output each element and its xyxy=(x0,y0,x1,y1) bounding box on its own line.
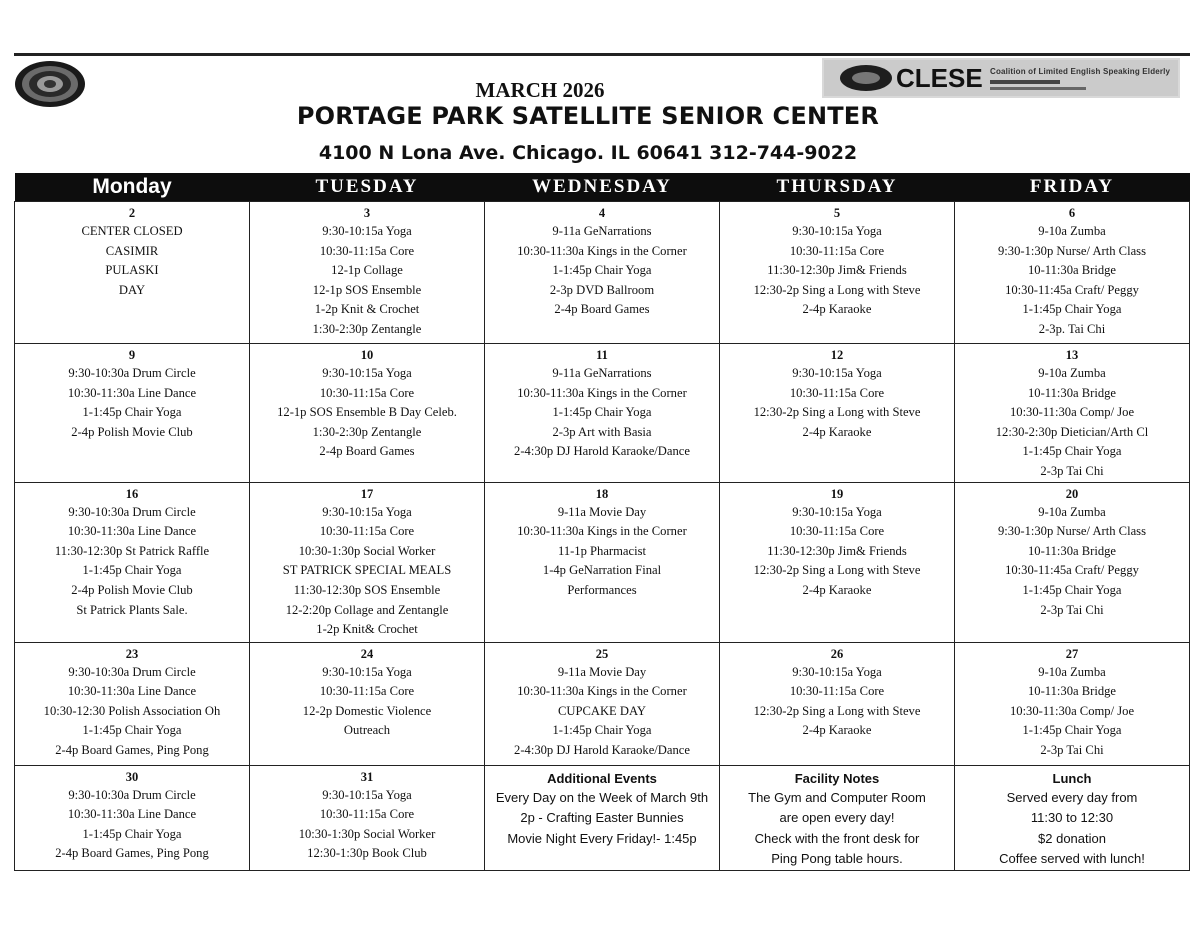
activity-line: 9-11a Movie Day xyxy=(557,664,647,679)
activity-line: 1:30-2:30p Zentangle xyxy=(312,424,422,439)
activity-line: 10:30-12:30 Polish Association Oh xyxy=(43,703,221,718)
activity-line: Outreach xyxy=(343,723,391,738)
day-cell xyxy=(250,765,485,870)
activity-line: 2-3p DVD Ballroom xyxy=(549,282,655,297)
day-number: 26 xyxy=(830,646,844,661)
activity-line: 1-1:45p Chair Yoga xyxy=(82,563,182,578)
activity-line: 10:30-11:15a Core xyxy=(319,524,415,539)
lunch-box-line: 11:30 to 12:30 xyxy=(1030,810,1114,826)
activity-line: 10:30-11:15a Core xyxy=(319,807,415,822)
activity-line: 9-11a Movie Day xyxy=(557,504,647,519)
day-cell xyxy=(720,344,955,483)
day-number: 23 xyxy=(125,646,139,661)
activity-line: 1:30-2:30p Zentangle xyxy=(312,321,422,336)
activity-line: 1-1:45p Chair Yoga xyxy=(82,826,182,841)
activity-line: 2-4p Board Games xyxy=(554,302,650,317)
activity-line: 9:30-10:15a Yoga xyxy=(792,224,882,238)
day-cell xyxy=(250,482,485,642)
activity-line: 9:30-10:15a Yoga xyxy=(792,664,882,679)
weekday-wednesday: WEDNESDAY xyxy=(485,173,720,202)
additional-events-box-line: Movie Night Every Friday!- 1:45p xyxy=(507,830,697,846)
day-cell xyxy=(15,642,250,765)
activity-line: PULASKI xyxy=(105,263,159,278)
activity-line: 9:30-10:30a Drum Circle xyxy=(68,366,196,380)
activity-line: 12:30-2p Sing a Long with Steve xyxy=(753,563,921,578)
activity-line: 10:30-11:15a Core xyxy=(789,524,885,539)
day-number: 12 xyxy=(830,348,844,362)
lunch-box-title: Lunch xyxy=(1052,770,1092,786)
activity-line: 1-1:45p Chair Yoga xyxy=(1022,582,1122,597)
activity-line: 10:30-11:45a Craft/ Peggy xyxy=(1005,282,1139,297)
activity-line: 12:30-2p Sing a Long with Steve xyxy=(753,405,921,420)
day-cell xyxy=(720,642,955,765)
activity-line: 2-4:30p DJ Harold Karaoke/Dance xyxy=(514,742,690,757)
activity-line: 10:30-11:45a Craft/ Peggy xyxy=(1005,563,1139,578)
day-number: 17 xyxy=(360,486,374,501)
lunch-box xyxy=(955,765,1190,870)
activity-line: 9:30-10:30a Drum Circle xyxy=(68,504,196,519)
activity-line: 2-4p Board Games, Ping Pong xyxy=(55,846,209,861)
day-number: 25 xyxy=(595,646,609,661)
day-number: 31 xyxy=(360,769,374,784)
activity-line: 9:30-10:15a Yoga xyxy=(792,504,882,519)
activity-line: 2-4p Karaoke xyxy=(802,302,872,317)
activity-line: 1-1:45p Chair Yoga xyxy=(1022,723,1122,738)
activity-line: 1-4p GeNarration Final xyxy=(542,563,662,578)
activity-line: 10:30-11:30a Comp/ Joe xyxy=(1009,405,1135,420)
facility-notes-box-line: Ping Pong table hours. xyxy=(771,851,903,867)
activity-line: 12-1p SOS Ensemble xyxy=(312,282,422,297)
activity-line: CASIMIR xyxy=(105,243,159,258)
activity-line: 10-11:30a Bridge xyxy=(1027,385,1117,400)
activity-line: 9-11a GeNarrations xyxy=(552,224,652,238)
activity-line: 12-2:20p Collage and Zentangle xyxy=(285,602,449,617)
activity-line: 1-2p Knit & Crochet xyxy=(314,302,420,317)
activity-line: 1-1:45p Chair Yoga xyxy=(1022,444,1122,459)
activity-line: DAY xyxy=(118,282,146,297)
activity-line: 2-4p Karaoke xyxy=(802,424,872,439)
center-address: 4100 N Lona Ave. Chicago. IL 60641 312-744-9022 xyxy=(318,142,858,164)
activity-line: 9-10a Zumba xyxy=(1038,664,1106,679)
activity-line: 10:30-11:15a Core xyxy=(789,385,885,400)
week-row-final xyxy=(15,765,1190,870)
day-cell xyxy=(485,344,720,483)
additional-events-box xyxy=(485,765,720,870)
weekday-tuesday: TUESDAY xyxy=(250,173,485,202)
additional-events-box-line: 2p - Crafting Easter Bunnies xyxy=(520,810,684,826)
activity-line: 9:30-1:30p Nurse/ Arth Class xyxy=(998,524,1146,539)
activity-line: 9:30-10:15a Yoga xyxy=(322,787,412,802)
activity-line: 2-4p Polish Movie Club xyxy=(71,582,193,597)
day-cell xyxy=(250,202,485,344)
activity-line: 9:30-10:30a Drum Circle xyxy=(68,787,196,802)
day-cell xyxy=(955,642,1190,765)
activity-line: 12-1p SOS Ensemble B Day Celeb. xyxy=(277,405,457,420)
activity-line: 12-2p Domestic Violence xyxy=(302,703,432,718)
activity-line: St Patrick Plants Sale. xyxy=(76,602,188,617)
day-number: 27 xyxy=(1065,646,1079,661)
activity-line: 1-1:45p Chair Yoga xyxy=(1022,302,1122,317)
activity-line: 11:30-12:30p Jim& Friends xyxy=(767,543,907,558)
day-number: 2 xyxy=(128,206,136,220)
activity-line: 10:30-1:30p Social Worker xyxy=(298,826,436,841)
activity-line: 10:30-11:15a Core xyxy=(789,243,885,258)
activity-line: 11:30-12:30p SOS Ensemble xyxy=(293,582,441,597)
lunch-box-line: Served every day from xyxy=(1006,789,1138,805)
activity-line: 2-3p Tai Chi xyxy=(1040,463,1104,478)
day-cell xyxy=(485,482,720,642)
activity-line: 2-4p Board Games, Ping Pong xyxy=(55,742,209,757)
activity-line: 10:30-11:15a Core xyxy=(319,684,415,699)
lunch-box-line: Coffee served with lunch! xyxy=(999,851,1145,867)
activity-line: 2-4p Karaoke xyxy=(802,723,872,738)
day-number: 3 xyxy=(363,206,371,220)
activity-line: 10-11:30a Bridge xyxy=(1027,263,1117,278)
additional-events-box-line: Every Day on the Week of March 9th xyxy=(495,789,709,805)
activity-calendar xyxy=(14,173,1190,871)
activity-line: 9-10a Zumba xyxy=(1038,366,1106,380)
center-name: PORTAGE PARK SATELLITE SENIOR CENTER xyxy=(296,102,880,130)
activity-line: 10-11:30a Bridge xyxy=(1027,543,1117,558)
activity-line: 9-11a GeNarrations xyxy=(552,366,652,380)
clese-logo-text: CLESE xyxy=(896,63,983,93)
week-row xyxy=(15,202,1190,344)
activity-line: 1-2p Knit& Crochet xyxy=(316,622,418,637)
activity-line: 10:30-11:30a Comp/ Joe xyxy=(1009,703,1135,718)
day-cell xyxy=(15,765,250,870)
week-row xyxy=(15,344,1190,483)
day-number: 24 xyxy=(360,646,374,661)
activity-line: 9:30-1:30p Nurse/ Arth Class xyxy=(998,243,1146,258)
facility-notes-box-line: The Gym and Computer Room xyxy=(748,789,926,805)
day-number: 13 xyxy=(1065,348,1079,362)
activity-line: 9:30-10:15a Yoga xyxy=(322,224,412,238)
activity-line: 10:30-11:30a Kings in the Corner xyxy=(517,385,687,400)
weekday-monday: Monday xyxy=(15,173,250,202)
day-cell xyxy=(955,202,1190,344)
activity-line: 2-3p Tai Chi xyxy=(1040,742,1104,757)
activity-line: 1-1:45p Chair Yoga xyxy=(82,405,182,420)
day-number: 6 xyxy=(1068,206,1076,220)
lunch-box-line: $2 donation xyxy=(1038,830,1106,846)
activity-line: 10:30-11:30a Line Dance xyxy=(67,385,197,400)
activity-line: 1-1:45p Chair Yoga xyxy=(552,405,652,420)
day-number: 18 xyxy=(595,486,609,501)
activity-line: 10:30-11:30a Line Dance xyxy=(67,524,197,539)
weekday-thursday: THURSDAY xyxy=(720,173,955,202)
activity-line: 9:30-10:30a Drum Circle xyxy=(68,664,196,679)
day-number: 30 xyxy=(125,769,139,784)
activity-line: 11:30-12:30p St Patrick Raffle xyxy=(54,543,210,558)
activity-line: 10:30-11:30a Kings in the Corner xyxy=(517,684,687,699)
activity-line: 2-4p Polish Movie Club xyxy=(71,424,193,439)
activity-line: 9:30-10:15a Yoga xyxy=(792,366,882,380)
day-cell xyxy=(250,344,485,483)
activity-line: CUPCAKE DAY xyxy=(557,703,647,718)
activity-line: 9:30-10:15a Yoga xyxy=(322,664,412,679)
day-cell xyxy=(250,642,485,765)
activity-line: 2-3p Tai Chi xyxy=(1040,602,1104,617)
activity-line: 2-4:30p DJ Harold Karaoke/Dance xyxy=(514,444,690,459)
facility-notes-box-title: Facility Notes xyxy=(794,770,880,786)
day-number: 16 xyxy=(125,486,139,501)
activity-line: 10:30-11:30a Kings in the Corner xyxy=(517,524,687,539)
day-number: 9 xyxy=(128,348,136,362)
activity-line: 1-1:45p Chair Yoga xyxy=(552,263,652,278)
facility-notes-box xyxy=(720,765,955,870)
activity-line: 1-1:45p Chair Yoga xyxy=(552,723,652,738)
activity-line: 12:30-2p Sing a Long with Steve xyxy=(753,282,921,297)
activity-line: 12:30-1:30p Book Club xyxy=(307,846,427,861)
additional-events-box-title: Additional Events xyxy=(547,770,657,786)
day-number: 5 xyxy=(833,206,841,220)
day-number: 4 xyxy=(598,206,606,220)
weekday-friday: FRIDAY xyxy=(955,173,1190,202)
day-cell xyxy=(955,482,1190,642)
activity-line: 11-1p Pharmacist xyxy=(557,543,647,558)
day-number: 20 xyxy=(1065,486,1079,501)
day-cell xyxy=(485,642,720,765)
activity-line: 1-1:45p Chair Yoga xyxy=(82,723,182,738)
day-cell xyxy=(720,482,955,642)
week-row xyxy=(15,482,1190,642)
activity-line: 10:30-11:30a Kings in the Corner xyxy=(517,243,687,258)
day-cell xyxy=(955,344,1190,483)
activity-line: 10-11:30a Bridge xyxy=(1027,684,1117,699)
activity-line: 9-10a Zumba xyxy=(1038,224,1106,238)
week-row xyxy=(15,642,1190,765)
day-cell xyxy=(485,202,720,344)
activity-line: ST PATRICK SPECIAL MEALS xyxy=(282,563,452,578)
activity-line: CENTER CLOSED xyxy=(81,224,183,238)
day-cell xyxy=(15,202,250,344)
activity-line: 12-1p Collage xyxy=(331,263,403,278)
facility-notes-box-line: are open every day! xyxy=(779,810,895,826)
activity-line: 11:30-12:30p Jim& Friends xyxy=(767,263,907,278)
day-number: 19 xyxy=(830,486,844,501)
activity-line: 10:30-11:15a Core xyxy=(789,684,885,699)
activity-line: 10:30-11:15a Core xyxy=(319,243,415,258)
calendar-body xyxy=(15,202,1190,871)
day-cell xyxy=(720,202,955,344)
activity-line: 12:30-2:30p Dietician/Arth Cl xyxy=(995,424,1149,439)
activity-line: 9-10a Zumba xyxy=(1038,504,1106,519)
facility-notes-box-line: Check with the front desk for xyxy=(754,830,920,846)
clese-tagline: Coalition of Limited English Speaking Elderly xyxy=(990,67,1170,76)
activity-line: 9:30-10:15a Yoga xyxy=(322,366,412,380)
activity-line: 12:30-2p Sing a Long with Steve xyxy=(753,703,921,718)
activity-line: 2-4p Karaoke xyxy=(802,582,872,597)
day-cell xyxy=(15,344,250,483)
activity-line: 10:30-11:30a Line Dance xyxy=(67,807,197,822)
day-cell xyxy=(15,482,250,642)
activity-line: 10:30-11:30a Line Dance xyxy=(67,684,197,699)
top-rule xyxy=(14,53,1190,56)
calendar-month: MARCH 2026 xyxy=(475,78,605,102)
day-number: 10 xyxy=(360,348,374,362)
weekday-header-row xyxy=(15,173,1190,202)
activity-line: 9:30-10:15a Yoga xyxy=(322,504,412,519)
activity-line: 10:30-1:30p Social Worker xyxy=(298,543,436,558)
activity-line: Performances xyxy=(567,582,637,597)
activity-line: 2-3p. Tai Chi xyxy=(1038,321,1106,336)
day-number: 11 xyxy=(596,348,608,362)
activity-line: 10:30-11:15a Core xyxy=(319,385,415,400)
activity-line: 2-3p Art with Basia xyxy=(552,424,652,439)
activity-line: 2-4p Board Games xyxy=(319,444,415,459)
